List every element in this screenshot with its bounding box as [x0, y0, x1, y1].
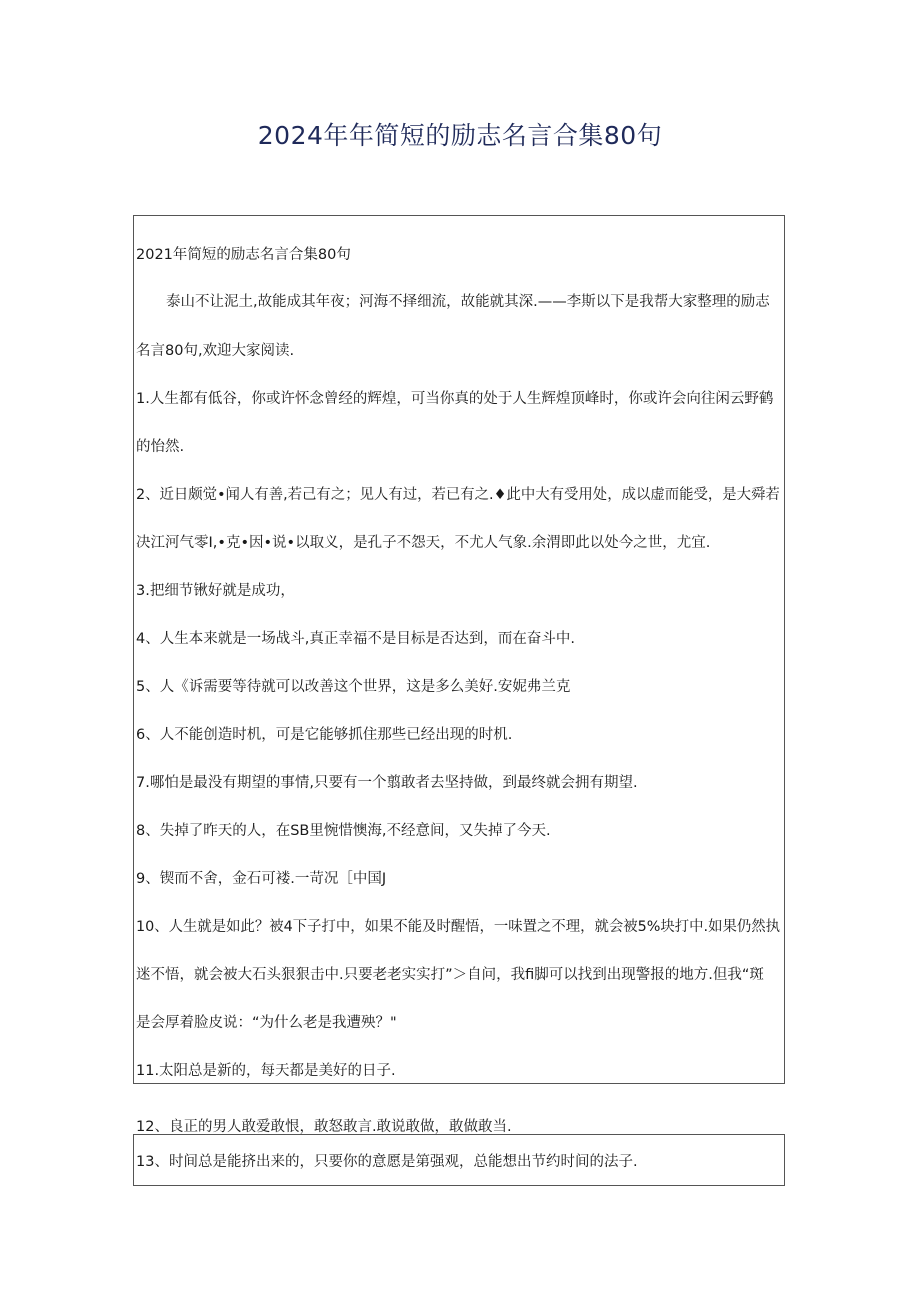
text-line: 4、人生本来就是一场战斗,真正幸福不是目标是否达到，而在奋斗中.: [136, 631, 575, 647]
text-line: 3.把细节锹好就是成功，: [136, 583, 295, 599]
text-line: 11.太阳总是新的，每天都是美好的日子.: [136, 1063, 396, 1079]
text-line: 6、人不能创造时机，可是它能够抓住那些已经出现的时机.: [136, 727, 513, 743]
page-title: 2024年年简短的励志名言合集80句: [257, 121, 663, 150]
text-line: 9、锲而不舍，金石可褛.一苛况［中国J: [136, 871, 387, 887]
text-line: 8、失掉了昨天的人，在SB里惋惜懊海,不经意间，又失掉了今天.: [136, 823, 551, 839]
text-line: 决江河气零I,•克•因•说•以取义，是孔子不怨天，不尤人气象.余渭即此以处今之世，尤宜.: [136, 535, 711, 551]
text-line: 的怡然.: [136, 439, 185, 455]
text-line: 7.哪怕是最没有期望的事情,只要有一个翦敢者去坚持做，到最终就会拥有期望.: [136, 775, 638, 791]
text-line: 1.人生都有低谷，你或许怀念曾经的辉煌，可当你真的处于人生辉煌顶峰时，你或许会向往闲云野鹤: [136, 391, 774, 407]
text-line: 10、人生就是如此？被4下子打中，如果不能及时醒悟，一味置之不理，就会被5%块打中.如果仍然执: [136, 919, 780, 935]
text-line: 迷不悟，就会被大石头狠狠击中.只要老老实实打”＞自问，我fi脚可以找到出现警报的地方.但我“斑: [136, 967, 764, 983]
doc-subtitle: 2021年简短的励志名言合集80句: [136, 247, 351, 263]
text-line: 是会厚着脸皮说：“为什么老是我遭殃？": [136, 1015, 397, 1031]
text-line: 名言80句,欢迎大家阅读.: [136, 343, 295, 359]
text-line: 12、良正的男人敢爱敢恨，敢怒敢言.敢说敢做，敢做敢当.: [136, 1119, 512, 1135]
text-line: 泰山不让泥土,故能成其年夜；河海不择细流，故能就其深.——李斯以下是我帮大家整理的励志: [166, 294, 770, 310]
text-line: 13、时间总是能挤出来的，只要你的意愿是第强观，总能想出节约时间的法子.: [136, 1154, 638, 1170]
text-line: 5、人《诉需要等待就可以改善这个世界，这是多么美好.安妮弗兰克: [136, 679, 571, 695]
text-line: 2、近日颇觉•闻人有善,若己有之；见人有过，若已有之.♦此中大有受用处，成以虚而能受，是大舜若: [136, 487, 780, 503]
